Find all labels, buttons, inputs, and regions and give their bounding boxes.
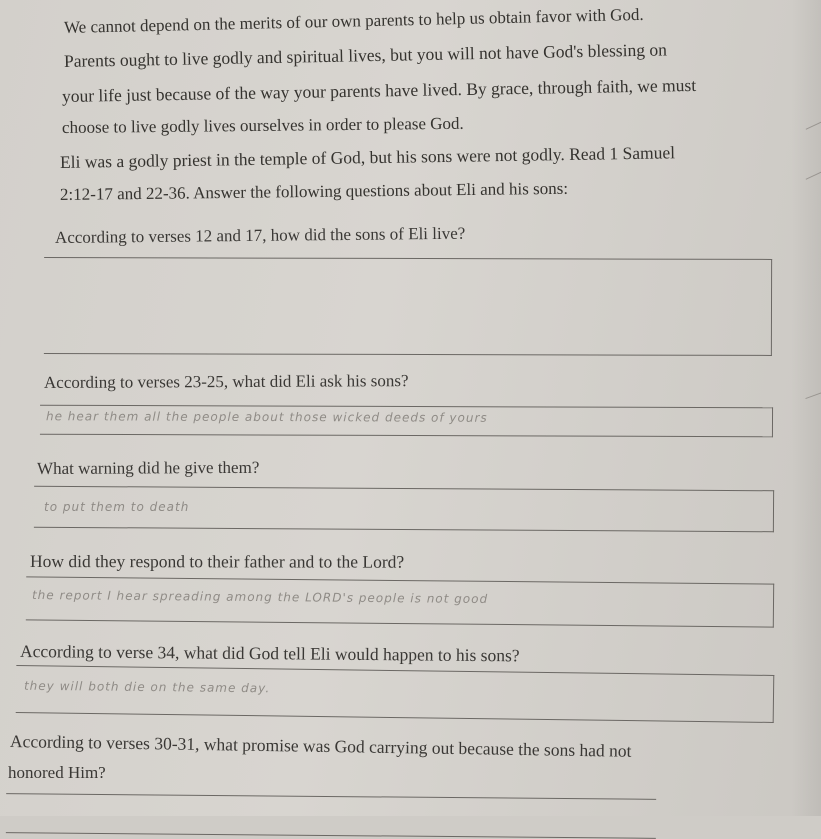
question-3: What warning did he give them? xyxy=(36,457,260,478)
intro-line-4: choose to live godly lives ourselves in order to please God. xyxy=(61,113,464,137)
intro-line-2: Parents ought to live godly and spiritual lives, but you will not have God's blessing on xyxy=(63,39,668,71)
question-2: According to verses 23-25, what did Eli ask his sons? xyxy=(43,371,409,392)
question-6-continuation: honored Him? xyxy=(8,763,106,782)
instruction-line-1: Eli was a godly priest in the temple of God, but his sons were not godly. Read 1 Samuel xyxy=(59,142,676,172)
answer-box-6[interactable] xyxy=(6,793,656,839)
question-6: According to verses 30-31, what promise was God carrying out because the sons had not xyxy=(9,731,632,761)
question-1: According to verses 12 and 17, how did the sons of Eli live? xyxy=(54,223,466,247)
answer-5-handwriting: they will both die on the same day. xyxy=(23,678,271,696)
answer-4-handwriting: the report I hear spreading among the LORD's people is not good xyxy=(31,588,489,606)
question-5: According to verse 34, what did God tell Eli would happen to his sons? xyxy=(19,641,520,666)
answer-box-1[interactable] xyxy=(44,257,772,356)
intro-line-3: your life just because of the way your parents have lived. By grace, through faith, we must xyxy=(61,74,697,106)
instruction-line-2: 2:12-17 and 22-36. Answer the following questions about Eli and his sons: xyxy=(59,178,569,204)
question-4: How did they respond to their father and to the Lord? xyxy=(29,551,405,572)
intro-line-1: We cannot depend on the merits of our own parents to help us obtain favor with God. xyxy=(63,4,644,37)
page-edge-shadow xyxy=(791,0,821,816)
answer-box-5[interactable] xyxy=(16,665,775,723)
answer-2-handwriting: he hear them all the people about those wicked deeds of yours xyxy=(45,409,488,425)
answer-3-handwriting: to put them to death xyxy=(44,500,190,514)
